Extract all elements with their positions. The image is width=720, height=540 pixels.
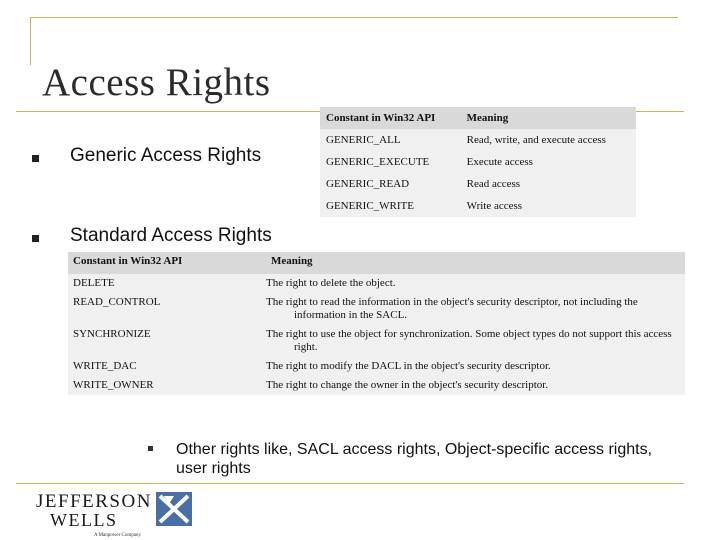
bullet-standard: Standard Access Rights [70,225,272,246]
table-row [320,129,636,151]
table-cell: DELETE [68,274,266,293]
bullet-generic: Generic Access Rights [70,145,262,166]
table-cell: SYNCHRONIZE [68,325,266,357]
column-header: Meaning [266,252,685,274]
footer-rule [16,483,684,484]
table-row [320,151,636,173]
top-rule [30,17,678,18]
logo-tagline: A Manpower Company [94,533,141,538]
table-row [68,293,685,325]
standard-rights-table [68,252,685,395]
table-row [68,325,685,357]
table-row [68,376,685,395]
table-cell: The right to delete the object. [266,274,685,293]
logo-line1: JEFFERSON [36,491,152,512]
table-row [68,274,685,293]
table-row [320,195,636,217]
bullet-icon [32,155,39,162]
column-header: Constant in Win32 API [320,107,461,129]
table-cell: Read, write, and execute access [461,129,636,151]
generic-rights-table [320,107,636,217]
logo-mark-icon [156,492,192,526]
table-header-row [320,107,636,129]
table-row [68,357,685,376]
table-cell: The right to modify the DACL in the object's security descriptor. [266,357,685,376]
table-cell: WRITE_DAC [68,357,266,376]
table-cell: Read access [461,173,636,195]
bullet-icon [32,235,39,242]
table-header-row [68,252,685,274]
sub-bullet-text: Other rights like, SACL access rights, Object-specific access rights, user rights [176,441,653,477]
table-cell: WRITE_OWNER [68,376,266,395]
table-cell: The right to change the owner in the object's security descriptor. [266,376,685,395]
table-cell: GENERIC_READ [320,173,461,195]
table-cell: GENERIC_ALL [320,129,461,151]
table-cell: The right to read the information in the object's security descriptor, not including the information in the SACL. [266,293,685,325]
table-cell: READ_CONTROL [68,293,266,325]
logo-line2: WELLS [50,510,118,530]
company-logo [36,488,196,538]
table-cell: Write access [461,195,636,217]
column-header: Constant in Win32 API [68,252,266,274]
table-cell: Execute access [461,151,636,173]
left-rule [30,17,31,65]
table-row [320,173,636,195]
table-cell: The right to use the object for synchronization. Some object types do not support this access right. [266,325,685,357]
sub-bullet-icon [148,446,153,451]
table-cell: GENERIC_EXECUTE [320,151,461,173]
table-cell: GENERIC_WRITE [320,195,461,217]
slide-title: Access Rights [42,61,271,104]
column-header: Meaning [461,107,636,129]
